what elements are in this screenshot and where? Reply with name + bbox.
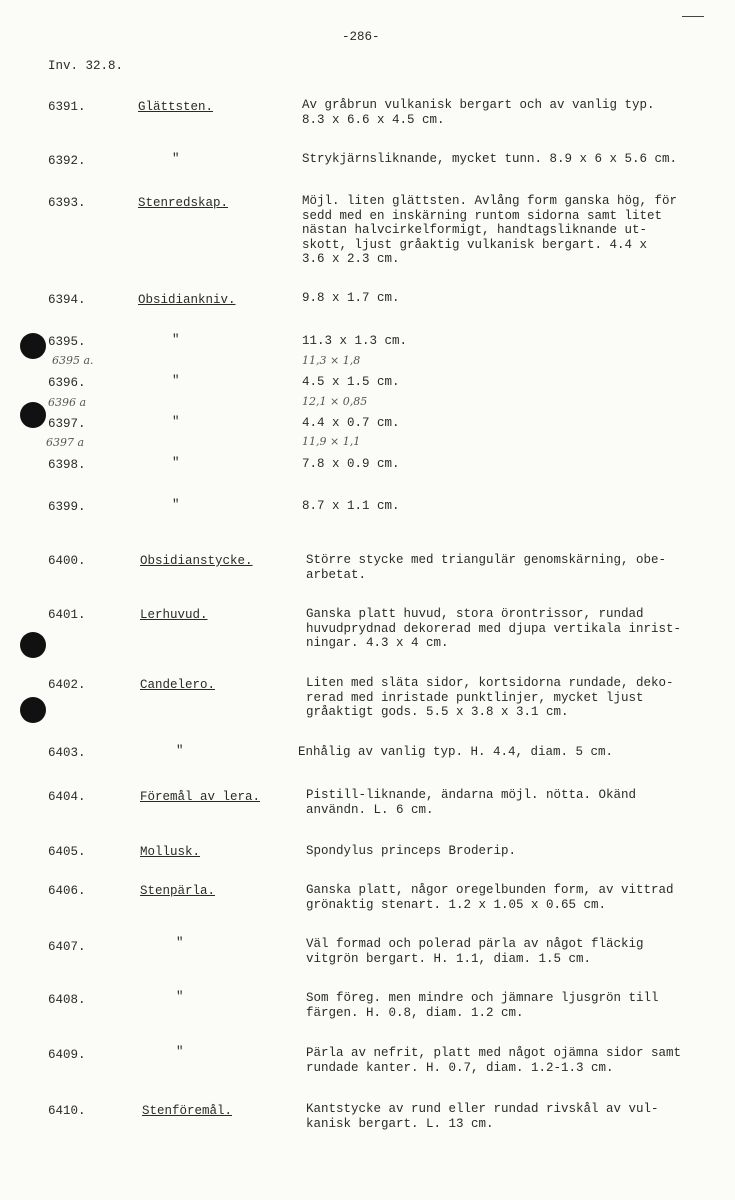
ditto-mark: " [176, 744, 184, 758]
entry-name: Candelero. [140, 678, 216, 692]
entry-description: Liten med släta sidor, kortsidorna rundade, deko- rerad med inristade punktlinjer, mycket ljust gråaktigt gods. 5.5 x 3.8 x 3.1 cm. [306, 676, 674, 719]
handwritten-measure: 11,9 × 1,1 [302, 435, 361, 448]
entry-number: 6394. [48, 293, 86, 307]
entry-name: Mollusk. [140, 845, 201, 859]
ditto-mark: " [172, 374, 180, 388]
entry-number: 6396. [48, 376, 86, 390]
entry-number: 6401. [48, 608, 86, 622]
entry-description: Spondylus princeps Broderip. [306, 844, 517, 858]
binder-hole [20, 333, 46, 359]
entry-number: 6400. [48, 554, 86, 568]
entry-number: 6395. [48, 335, 86, 349]
ditto-mark: " [176, 990, 184, 1004]
ditto-mark: " [172, 415, 180, 429]
entry-description: Större stycke med triangulär genomskärning, obe- arbetat. [306, 553, 667, 582]
entry-description: Enhålig av vanlig typ. H. 4.4, diam. 5 cm. [298, 745, 614, 759]
entry-name: Obsidiankniv. [138, 293, 236, 307]
handwritten-number: 6397 a [46, 436, 85, 449]
entry-description: Ganska platt huvud, stora örontrissor, rundad huvudprydnad dekorerad med djupa vertikala inrist- ningar. 4.3 x 4 cm. [306, 607, 682, 650]
entry-description: Möjl. liten glättsten. Avlång form ganska hög, för sedd med en inskärning runtom sidorna samt litet nästan halvcirkelformigt, handtagsliknande ut- skott, ljust gråaktig vulkanisk bergart. 4.4 x 3.6 x 2.3 cm. [302, 194, 678, 266]
page-number: -286- [342, 30, 380, 44]
ditto-mark: " [172, 152, 180, 166]
handwritten-number: 6396 a [48, 396, 87, 409]
entry-number: 6402. [48, 678, 86, 692]
entry-name: Stenpärla. [140, 884, 216, 898]
entry-name: Obsidianstycke. [140, 554, 253, 568]
entry-description: 4.5 x 1.5 cm. [302, 375, 400, 389]
binder-hole [20, 632, 46, 658]
handwritten-measure: 12,1 × 0,85 [302, 395, 368, 408]
entry-description: Pärla av nefrit, platt med något ojämna sidor samt rundade kanter. H. 0.7, diam. 1.2-1.3 cm. [306, 1046, 682, 1075]
entry-description: Som föreg. men mindre och jämnare ljusgrön till färgen. H. 0.8, diam. 1.2 cm. [306, 991, 659, 1020]
entry-description: 8.7 x 1.1 cm. [302, 499, 400, 513]
entry-number: 6408. [48, 993, 86, 1007]
entry-number: 6398. [48, 458, 86, 472]
entry-name: Lerhuvud. [140, 608, 208, 622]
entry-description: Strykjärnsliknande, mycket tunn. 8.9 x 6 x 5.6 cm. [302, 152, 678, 166]
ditto-mark: " [176, 1045, 184, 1059]
entry-description: Pistill-liknande, ändarna möjl. nötta. Okänd användn. L. 6 cm. [306, 788, 637, 817]
ditto-mark: " [172, 498, 180, 512]
entry-description: 9.8 x 1.7 cm. [302, 291, 400, 305]
entry-number: 6407. [48, 940, 86, 954]
entry-number: 6405. [48, 845, 86, 859]
entry-description: Kantstycke av rund eller rundad rivskål av vul- kanisk bergart. L. 13 cm. [306, 1102, 659, 1131]
handwritten-measure: 11,3 × 1,8 [302, 354, 361, 367]
entry-number: 6399. [48, 500, 86, 514]
entry-name: Stenföremål. [142, 1104, 233, 1118]
entry-description: Väl formad och polerad pärla av något fläckig vitgrön bergart. H. 1.1, diam. 1.5 cm. [306, 937, 644, 966]
entry-number: 6404. [48, 790, 86, 804]
entry-number: 6409. [48, 1048, 86, 1062]
entry-number: 6397. [48, 417, 86, 431]
top-rule [682, 16, 704, 17]
entry-number: 6392. [48, 154, 86, 168]
entry-number: 6393. [48, 196, 86, 210]
ditto-mark: " [172, 456, 180, 470]
entry-description: 11.3 x 1.3 cm. [302, 334, 408, 348]
entry-number: 6403. [48, 746, 86, 760]
entry-description: 4.4 x 0.7 cm. [302, 416, 400, 430]
handwritten-number: 6395 a. [52, 354, 94, 367]
entry-number: 6410. [48, 1104, 86, 1118]
ditto-mark: " [176, 936, 184, 950]
entry-name: Glättsten. [138, 100, 214, 114]
binder-hole [20, 402, 46, 428]
entry-description: Ganska platt, någor oregelbunden form, av vittrad grönaktig stenart. 1.2 x 1.05 x 0.65 cm. [306, 883, 674, 912]
entry-description: Av gråbrun vulkanisk bergart och av vanlig typ. 8.3 x 6.6 x 4.5 cm. [302, 98, 655, 127]
entry-name: Stenredskap. [138, 196, 229, 210]
entry-name: Föremål av lera. [140, 790, 261, 804]
entry-description: 7.8 x 0.9 cm. [302, 457, 400, 471]
binder-hole [20, 697, 46, 723]
ditto-mark: " [172, 333, 180, 347]
entry-number: 6406. [48, 884, 86, 898]
entry-number: 6391. [48, 100, 86, 114]
inventory-reference: Inv. 32.8. [48, 59, 124, 73]
